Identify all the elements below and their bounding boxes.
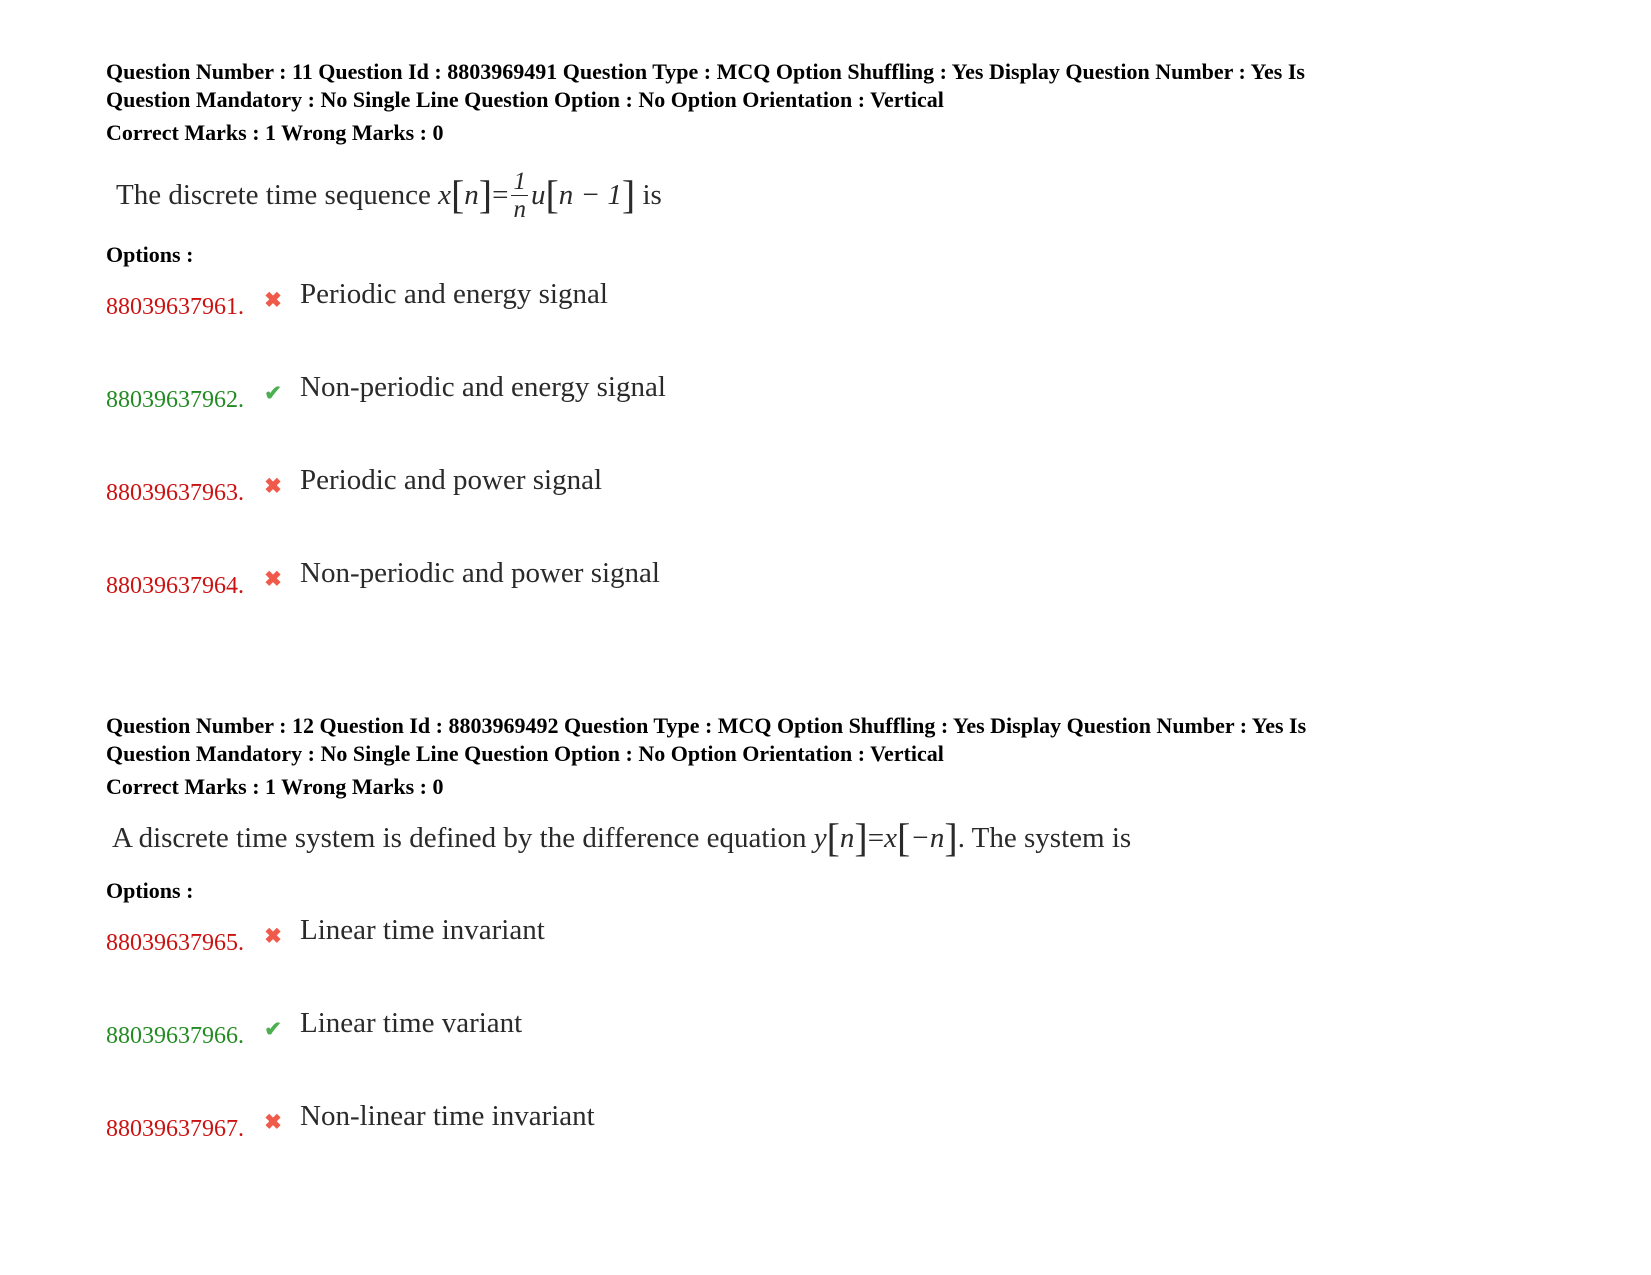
stem-rhs: x [884, 821, 897, 854]
option-id: 88039637964. [106, 573, 244, 599]
stem-lhs: x [438, 178, 451, 211]
option-item [106, 464, 1526, 557]
stem-text: The discrete time sequence [116, 178, 439, 211]
options-list [106, 914, 1526, 1193]
option-text: Non-linear time invariant [300, 1100, 595, 1132]
marks-line: Correct Marks : 1 Wrong Marks : 0 [106, 774, 444, 799]
option-text: Non-periodic and power signal [300, 557, 660, 589]
question-meta-line-2: Question Mandatory : No Single Line Question Option : No Option Orientation : Vertical [106, 741, 944, 766]
cross-mark-icon: ✖ [264, 288, 282, 312]
stem-text-after: . The system is [957, 821, 1132, 854]
option-id: 88039637967. [106, 1116, 244, 1142]
check-mark-icon: ✔ [264, 381, 282, 405]
question-meta [106, 712, 1526, 768]
cross-mark-icon: ✖ [264, 474, 282, 498]
check-mark-icon: ✔ [264, 1017, 282, 1041]
option-text: Periodic and power signal [300, 464, 603, 496]
stem-fraction [511, 168, 528, 223]
question-stem: A discrete time system is defined by the difference equation y [ n ] = x [ −n ] . The system is [112, 815, 1132, 860]
stem-text-after: is [635, 178, 662, 211]
stem-lhs: y [813, 821, 827, 854]
question-meta-line-2: Question Mandatory : No Single Line Question Option : No Option Orientation : Vertical [106, 87, 944, 112]
cross-mark-icon: ✖ [264, 924, 282, 948]
option-id: 88039637962. [106, 387, 244, 413]
option-id: 88039637966. [106, 1023, 244, 1049]
option-item [106, 1007, 1526, 1100]
question-meta-line-1: Question Number : 11 Question Id : 8803969491 Question Type : MCQ Option Shuffling : Yes Display Question Number : Yes Is [106, 59, 1305, 84]
fraction-denominator: n [513, 195, 526, 223]
option-item [106, 557, 1526, 650]
marks-line: Correct Marks : 1 Wrong Marks : 0 [106, 120, 444, 145]
options-label: Options : [106, 242, 194, 267]
stem-lhs-arg: n [464, 178, 479, 211]
option-text: Linear time variant [300, 1007, 523, 1039]
cross-mark-icon: ✖ [264, 1110, 282, 1134]
question-block-11 [106, 58, 1526, 650]
stem-equals: = [492, 178, 509, 211]
question-meta [106, 58, 1526, 114]
option-id: 88039637961. [106, 294, 244, 320]
option-text: Periodic and energy signal [300, 278, 608, 310]
stem-rhs-arg: n − 1 [558, 178, 622, 211]
question-block-12 [106, 712, 1526, 1193]
stem-rhs: u [530, 178, 546, 211]
stem-equals: = [867, 821, 885, 854]
option-id: 88039637965. [106, 930, 244, 956]
option-text: Linear time invariant [300, 914, 545, 946]
option-item [106, 371, 1526, 464]
option-item [106, 914, 1526, 1007]
question-stem: The discrete time sequence x [ n ] = $\frac{1}{n}$ u [ n − 1 ] is [116, 167, 662, 223]
question-meta-line-1: Question Number : 12 Question Id : 8803969492 Question Type : MCQ Option Shuffling : Yes Display Question Number : Yes Is [106, 713, 1307, 738]
options-list [106, 278, 1526, 650]
option-text: Non-periodic and energy signal [300, 371, 666, 403]
fraction-numerator: 1 [513, 167, 526, 195]
stem-text: A discrete time system is defined by the difference equation [112, 821, 814, 854]
stem-lhs-arg: n [839, 821, 855, 854]
option-id: 88039637963. [106, 480, 244, 506]
option-item [106, 278, 1526, 371]
cross-mark-icon: ✖ [264, 567, 282, 591]
stem-rhs-arg: −n [910, 821, 945, 854]
option-item [106, 1100, 1526, 1193]
options-label: Options : [106, 878, 194, 903]
